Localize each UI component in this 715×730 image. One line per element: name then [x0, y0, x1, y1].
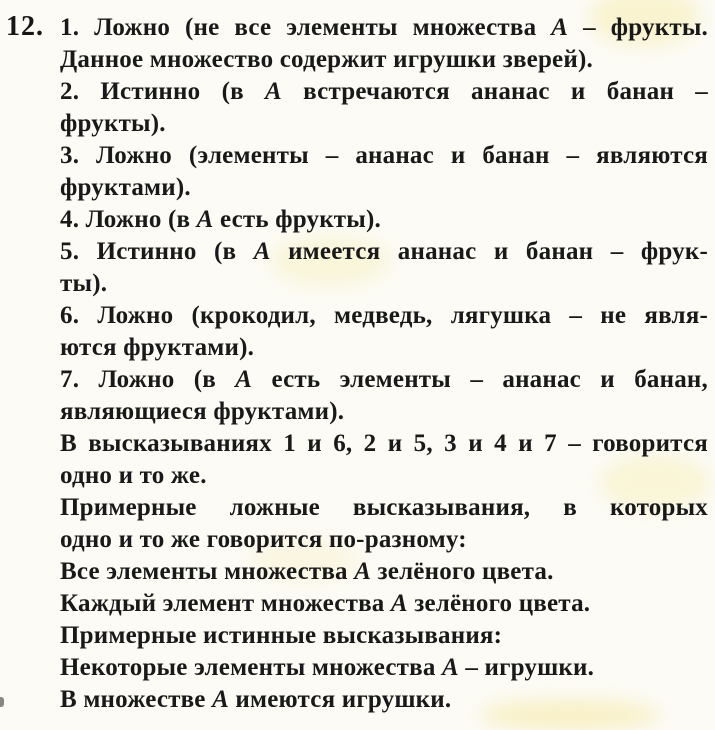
text-line — [60, 204, 708, 236]
text-segment: 2. Истинно (в — [60, 78, 266, 105]
text-segment: Некоторые элементы множества — [60, 654, 442, 681]
text-line — [60, 460, 708, 492]
text-line — [60, 524, 708, 556]
text-segment: Примерные истинные высказывания: — [60, 622, 503, 649]
text-line — [60, 428, 708, 460]
text-line — [60, 652, 708, 684]
text-segment: встречаются ананас и банан – — [281, 78, 708, 105]
text-segment: ты). — [60, 270, 108, 297]
text-line — [60, 268, 708, 300]
math-variable: А — [196, 206, 214, 233]
text-segment: В высказываниях 1 и 6, 2 и 5, 3 и 4 и 7 – говорится — [60, 430, 708, 457]
solution-text — [60, 12, 708, 716]
text-segment: одно и то же. — [60, 462, 207, 489]
math-variable: А — [265, 78, 282, 105]
text-line — [60, 396, 708, 428]
text-segment: есть элементы – ананас и банан, — [252, 366, 708, 393]
math-variable: А — [212, 686, 229, 713]
text-segment: Примерные ложные высказывания, в которых — [60, 494, 708, 521]
text-line — [60, 684, 708, 716]
text-line — [60, 12, 708, 44]
text-segment: фруктами). — [60, 174, 191, 201]
text-segment: Все элементы множества — [60, 558, 355, 585]
text-segment: Данное множество содержит игрушки зверей). — [60, 46, 593, 73]
text-segment: являющиеся фруктами). — [60, 398, 345, 425]
text-line — [60, 556, 708, 588]
text-segment: есть фрукты). — [213, 206, 381, 233]
text-segment: 4. Ложно (в — [60, 206, 197, 233]
math-variable: А — [390, 590, 408, 617]
text-segment: зелёного цвета. — [371, 558, 554, 585]
text-segment: 3. Ложно (элементы – ананас и банан – являются — [60, 142, 708, 169]
text-line — [60, 140, 708, 172]
text-line — [60, 364, 708, 396]
text-line — [60, 620, 708, 652]
text-segment: фрукты). — [60, 110, 166, 137]
text-line — [60, 492, 708, 524]
text-segment: одно и то же говорится по-разному: — [60, 526, 467, 553]
math-variable: А — [235, 366, 253, 393]
text-line — [60, 76, 708, 108]
text-line — [60, 236, 708, 268]
text-segment: В множестве — [60, 686, 213, 713]
text-segment: 7. Ложно (в — [60, 366, 236, 393]
text-segment: ются фруктами). — [60, 334, 255, 361]
math-variable: А — [253, 238, 271, 265]
scan-edge-artifact — [0, 697, 4, 707]
math-variable: А — [551, 14, 569, 41]
text-line — [60, 300, 708, 332]
text-segment: зелёного цвета. — [407, 590, 591, 617]
text-segment: имеются игрушки. — [228, 686, 452, 713]
math-variable: А — [354, 558, 372, 585]
text-segment: – игрушки. — [458, 654, 595, 681]
problem-number: 12. — [6, 11, 44, 42]
text-segment: 1. Ложно (не все элементы множества — [60, 14, 552, 41]
text-line — [60, 108, 708, 140]
math-variable: А — [442, 654, 459, 681]
text-segment: Каждый элемент множества — [60, 590, 391, 617]
text-segment: 6. Ложно (крокодил, медведь, лягушка – не явля- — [60, 302, 708, 329]
text-line — [60, 44, 708, 76]
text-line — [60, 172, 708, 204]
text-segment: – фрукты. — [568, 14, 708, 41]
text-line — [60, 588, 708, 620]
text-segment: 5. Истинно (в — [60, 238, 254, 265]
text-line — [60, 332, 708, 364]
text-segment: имеется ананас и банан – фрук- — [270, 238, 708, 265]
